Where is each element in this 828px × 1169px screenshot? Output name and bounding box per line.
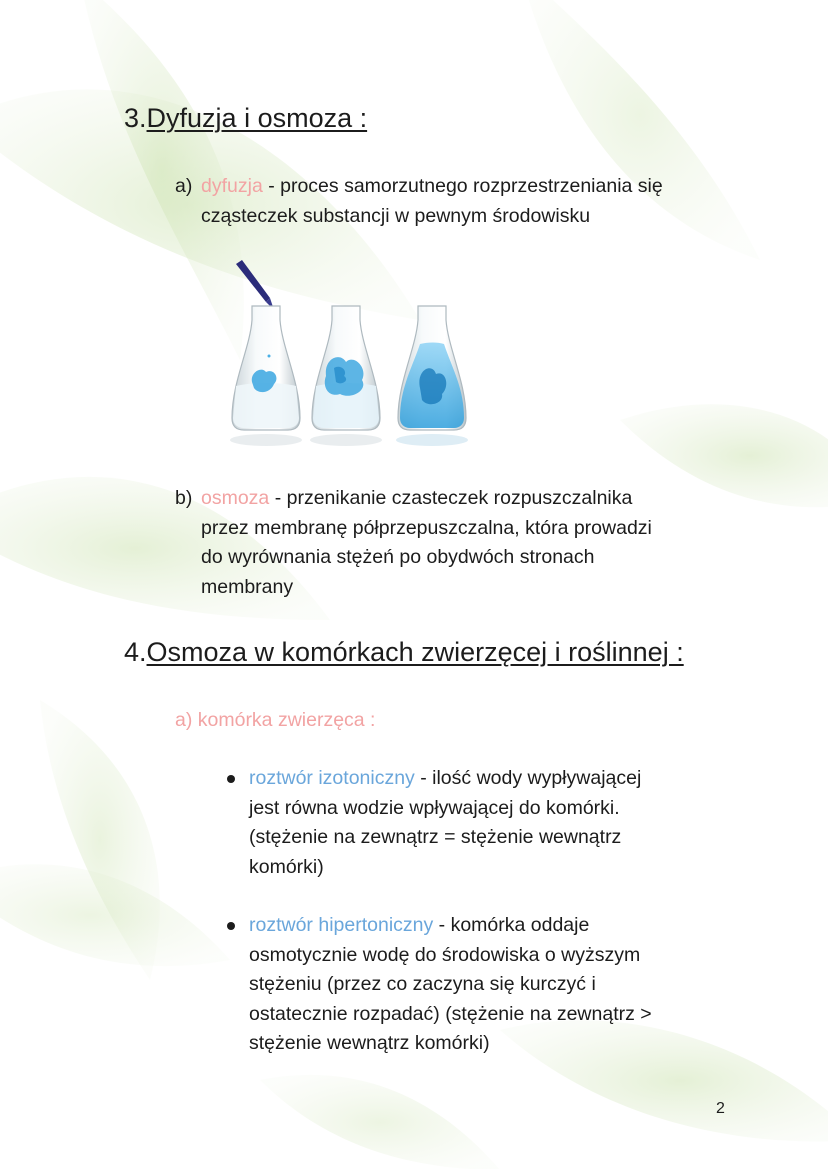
term-diffusion: dyfuzja [201,175,263,197]
term-osmosis: osmoza [201,487,270,509]
section-4-heading [124,636,684,668]
item-label: a) [175,175,193,197]
section-3-heading [124,102,367,134]
section-3-title: Dyfuzja i osmoza : [146,103,368,133]
flask-icon [230,306,302,446]
definition-text: membrany [201,575,294,598]
list-item-hypertonic [249,911,652,1059]
definition-text: komórki) [249,855,324,878]
flask-icon [310,306,382,446]
definition-text: - komórka oddaje [433,914,590,936]
definition-text: stężeniu (przez co zaczyna się kurczyć i [249,973,596,995]
section-4-title: Osmoza w komórkach zwierzęcej i roślinnej : [146,637,684,667]
term-isotonic: roztwór izotoniczny [249,767,415,789]
definition-text: stężenie wewnątrz komórki) [249,1032,490,1054]
definition-text: jest równa wodzie wpływającej do komórki. [249,796,620,819]
subsection-animal-cell: a) komórka zwierzęca : [175,709,376,731]
section-3-number: 3. [124,103,147,133]
definition-text: - ilość wody wypływającej [414,767,642,789]
definition-osmosis [175,484,652,602]
definition-text: do wyrównania stężeń po obydwóch stronach [201,546,595,568]
list-item-isotonic [249,764,641,882]
page-number: 2 [716,1100,725,1117]
three-flasks-diffusion-illustration [222,258,484,454]
definition-text: ostatecznie rozpadać) (stężenie na zewnątrz > [249,1002,652,1025]
definition-text: - przenikanie czasteczek rozpuszczalnika [269,487,633,509]
definition-text: cząsteczek substancji w pewnym środowisku [201,204,591,227]
bullet-icon [227,922,235,930]
definition-text: (stężenie na zewnątrz = stężenie wewnątrz [249,826,622,848]
section-4-number: 4. [124,637,147,667]
definition-text: osmotycznie wodę do środowiska o wyższym [249,943,641,966]
definition-text: przez membranę półprzepuszczalna, która prowadzi [201,516,652,539]
definition-diffusion [175,172,663,231]
flask-icon [396,306,468,446]
item-label: b) [175,487,193,509]
definition-text: - proces samorzutnego rozprzestrzeniania się [262,175,663,197]
bullet-icon [227,775,235,783]
term-hypertonic: roztwór hipertoniczny [249,914,434,936]
